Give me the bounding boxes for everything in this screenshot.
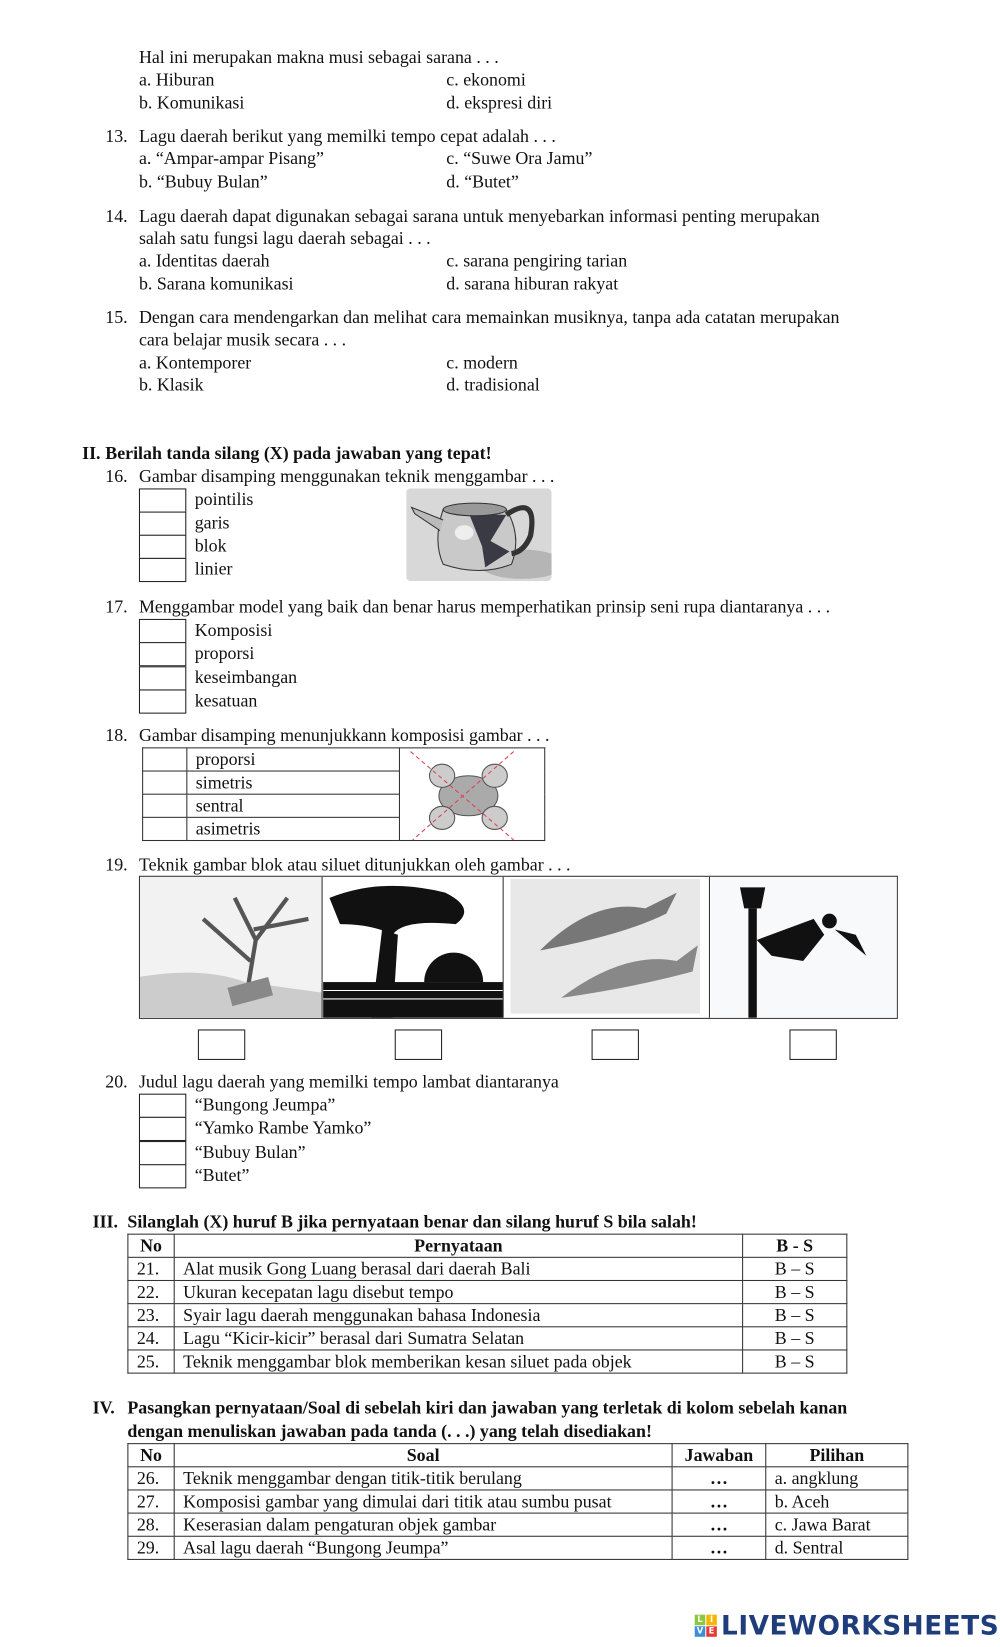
table-row xyxy=(128,1304,847,1327)
question: Keserasian dalam pengaturan objek gambar xyxy=(174,1513,672,1536)
choice: a. angklung xyxy=(766,1467,908,1490)
question-number: 19. xyxy=(105,854,128,875)
table-header xyxy=(128,1444,908,1467)
answer-checkbox[interactable] xyxy=(139,619,186,643)
question-number: 16. xyxy=(105,466,128,487)
option-b[interactable]: b. Komunikasi xyxy=(138,92,245,113)
col-statement: Pernyataan xyxy=(174,1234,742,1257)
matching-table xyxy=(127,1443,908,1560)
question: Komposisi gambar yang dimulai dari titik atau sumbu pusat xyxy=(174,1490,672,1513)
option-label: blok xyxy=(194,535,227,556)
bs-choice[interactable]: B – S xyxy=(743,1257,847,1280)
teapot-drawing-image xyxy=(406,488,551,581)
bs-choice[interactable]: B – S xyxy=(743,1304,847,1327)
logo-icon xyxy=(695,1615,717,1637)
option-label: proporsi xyxy=(194,643,255,664)
row-no: 29. xyxy=(128,1536,174,1559)
question-number: 13. xyxy=(105,126,128,147)
answer-checkbox[interactable] xyxy=(139,535,186,559)
answer-checkbox[interactable] xyxy=(139,512,186,536)
table-row xyxy=(128,1536,908,1559)
whales-pointillism-image xyxy=(511,879,700,1014)
statement: Alat musik Gong Luang berasal dari daerah Bali xyxy=(174,1257,742,1280)
table-row xyxy=(128,1327,847,1350)
option-d[interactable]: d. tradisional xyxy=(446,374,540,395)
option-d[interactable]: d. ekspresi diri xyxy=(446,92,553,113)
bs-choice[interactable]: B – S xyxy=(743,1280,847,1303)
answer-checkbox[interactable] xyxy=(143,817,187,840)
answer-field[interactable]: … xyxy=(672,1490,766,1513)
section-title: Silanglah (X) huruf B jika pernyataan benar dan silang huruf S bila salah! xyxy=(127,1211,697,1232)
logo-letter: V xyxy=(695,1626,706,1637)
option-label: “Butet” xyxy=(194,1165,250,1186)
answer-checkbox[interactable] xyxy=(139,558,186,582)
table-row xyxy=(128,1280,847,1303)
logo-letter: E xyxy=(706,1626,717,1637)
table-row xyxy=(128,1467,908,1490)
option-a[interactable]: a. Kontemporer xyxy=(138,352,252,373)
section-title: Pasangkan pernyataan/Soal di sebelah kiri dan jawaban yang terletak di kolom sebelah kanan xyxy=(127,1397,848,1418)
option-c[interactable]: c. modern xyxy=(446,352,518,373)
col-bs: B - S xyxy=(743,1234,847,1257)
question: Teknik menggambar dengan titik-titik berulang xyxy=(174,1467,672,1490)
option-label: sentral xyxy=(187,794,400,817)
image-3-answer-box[interactable] xyxy=(592,1029,639,1060)
logo-letter: I xyxy=(706,1615,717,1626)
table-row xyxy=(128,1490,908,1513)
answer-checkbox[interactable] xyxy=(143,771,187,794)
option-label: “Yamko Rambe Yamko” xyxy=(194,1117,372,1138)
col-no: No xyxy=(128,1444,174,1467)
row-no: 21. xyxy=(128,1257,174,1280)
row-no: 28. xyxy=(128,1513,174,1536)
option-label: kesatuan xyxy=(194,690,258,711)
row-no: 24. xyxy=(128,1327,174,1350)
tree-silhouette-image xyxy=(323,877,503,1018)
option-a[interactable]: a. Hiburan xyxy=(138,69,215,90)
question-18-stem: Gambar disamping menunjukkann komposisi gambar . . . xyxy=(138,725,550,746)
statement: Ukuran kecepatan lagu disebut tempo xyxy=(174,1280,742,1303)
bs-choice[interactable]: B – S xyxy=(743,1350,847,1373)
option-label: asimetris xyxy=(187,817,400,840)
question-number: 15. xyxy=(105,307,128,328)
row-no: 23. xyxy=(128,1304,174,1327)
option-d[interactable]: d. “Butet” xyxy=(446,171,519,192)
row-no: 26. xyxy=(128,1467,174,1490)
table-row xyxy=(128,1350,847,1373)
question-15-stem: Dengan cara mendengarkan dan melihat cara memainkan musiknya, tanpa ada catatan merupakan xyxy=(138,307,840,328)
choice: c. Jawa Barat xyxy=(766,1513,908,1536)
image-4-answer-box[interactable] xyxy=(789,1029,836,1060)
answer-checkbox[interactable] xyxy=(143,748,187,771)
section-title-cont: dengan menuliskan jawaban pada tanda (. . .) yang telah disediakan! xyxy=(127,1421,652,1442)
option-label: simetris xyxy=(187,771,400,794)
answer-checkbox[interactable] xyxy=(139,1094,186,1118)
logo-letter: L xyxy=(695,1615,706,1626)
option-a[interactable]: a. Identitas daerah xyxy=(138,250,270,271)
question-20-stem: Judul lagu daerah yang memilki tempo lambat diantaranya xyxy=(138,1071,559,1092)
image-1-answer-box[interactable] xyxy=(198,1029,245,1060)
row-no: 25. xyxy=(128,1350,174,1373)
statement: Lagu “Kicir-kicir” berasal dari Sumatra Selatan xyxy=(174,1327,742,1350)
central-composition-diagram xyxy=(400,749,537,840)
option-d[interactable]: d. sarana hiburan rakyat xyxy=(446,273,619,294)
option-label: proporsi xyxy=(187,748,400,771)
option-b[interactable]: b. Sarana komunikasi xyxy=(138,273,294,294)
tree-sketch-image xyxy=(140,877,322,1018)
question-number: 14. xyxy=(105,206,128,227)
logo-text: LIVEWORKSHEETS xyxy=(721,1610,1000,1642)
question-17-stem: Menggambar model yang baik dan benar harus memperhatikan prinsip seni rupa diantaranya . . . xyxy=(138,596,831,617)
question-13-stem: Lagu daerah berikut yang memilki tempo cepat adalah . . . xyxy=(138,126,556,147)
answer-checkbox[interactable] xyxy=(139,1164,186,1188)
question-number: 17. xyxy=(105,596,128,617)
true-false-table xyxy=(127,1234,847,1374)
col-pilihan: Pilihan xyxy=(766,1444,908,1467)
col-no: No xyxy=(128,1234,174,1257)
question-14-stem: Lagu daerah dapat digunakan sebagai sarana untuk menyebarkan informasi penting merupakan xyxy=(138,206,820,227)
option-label: “Bungong Jeumpa” xyxy=(194,1094,336,1115)
table-row xyxy=(128,1513,908,1536)
composition-diagram-cell xyxy=(399,748,544,841)
section-number: III. xyxy=(92,1211,119,1232)
option-c[interactable]: c. “Suwe Ora Jamu” xyxy=(446,148,593,169)
image-2-answer-box[interactable] xyxy=(395,1029,442,1060)
choice: d. Sentral xyxy=(766,1536,908,1559)
option-label: linier xyxy=(194,558,233,579)
col-jawaban: Jawaban xyxy=(672,1444,766,1467)
row-no: 22. xyxy=(128,1280,174,1303)
answer-checkbox[interactable] xyxy=(139,1141,186,1165)
option-a[interactable]: a. “Ampar-ampar Pisang” xyxy=(138,148,324,169)
question-19-image-row xyxy=(139,876,898,1019)
answer-field[interactable]: … xyxy=(672,1467,766,1490)
option-label: garis xyxy=(194,512,230,533)
option-label: Komposisi xyxy=(194,619,273,640)
option-label: pointilis xyxy=(194,489,254,510)
question-number: 20. xyxy=(105,1071,128,1092)
answer-checkbox[interactable] xyxy=(139,1117,186,1141)
question-19-stem: Teknik gambar blok atau siluet ditunjukkan oleh gambar . . . xyxy=(138,854,571,875)
question-15-stem-cont: cara belajar musik secara . . . xyxy=(138,329,347,350)
option-c[interactable]: c. sarana pengiring tarian xyxy=(446,250,628,271)
col-soal: Soal xyxy=(174,1444,672,1467)
option-b[interactable]: b. Klasik xyxy=(138,374,204,395)
answer-checkbox[interactable] xyxy=(139,666,186,690)
question-14-stem-cont: salah satu fungsi lagu daerah sebagai . . . xyxy=(138,228,431,249)
answer-checkbox[interactable] xyxy=(139,642,186,666)
option-c[interactable]: c. ekonomi xyxy=(446,69,526,90)
table-row xyxy=(128,1257,847,1280)
row-no: 27. xyxy=(128,1490,174,1513)
option-label: keseimbangan xyxy=(194,667,298,688)
option-b[interactable]: b. “Bubuy Bulan” xyxy=(138,171,268,192)
option-label: “Bubuy Bulan” xyxy=(194,1142,306,1163)
answer-field[interactable]: … xyxy=(672,1536,766,1559)
choice: b. Aceh xyxy=(766,1490,908,1513)
bs-choice[interactable]: B – S xyxy=(743,1327,847,1350)
answer-checkbox[interactable] xyxy=(139,689,186,713)
statement: Syair lagu daerah menggunakan bahasa Indonesia xyxy=(174,1304,742,1327)
section-number: II. xyxy=(82,443,101,464)
question-18-options-table xyxy=(142,747,545,841)
section-number: IV. xyxy=(92,1397,115,1418)
table-header xyxy=(128,1234,847,1257)
question-12-stem: Hal ini merupakan makna musi sebagai sarana . . . xyxy=(138,47,499,68)
answer-checkbox[interactable] xyxy=(139,488,186,512)
answer-checkbox[interactable] xyxy=(143,794,187,817)
question-16-stem: Gambar disamping menggunakan teknik menggambar . . . xyxy=(138,466,555,487)
liveworksheets-logo[interactable] xyxy=(695,1610,999,1641)
section-title: Berilah tanda silang (X) pada jawaban yang tepat! xyxy=(105,443,492,464)
answer-field[interactable]: … xyxy=(672,1513,766,1536)
statement: Teknik menggambar blok memberikan kesan siluet pada objek xyxy=(174,1350,742,1373)
question: Asal lagu daerah “Bungong Jeumpa” xyxy=(174,1536,672,1559)
question-number: 18. xyxy=(105,725,128,746)
lamppost-silhouette-image xyxy=(711,877,897,1018)
